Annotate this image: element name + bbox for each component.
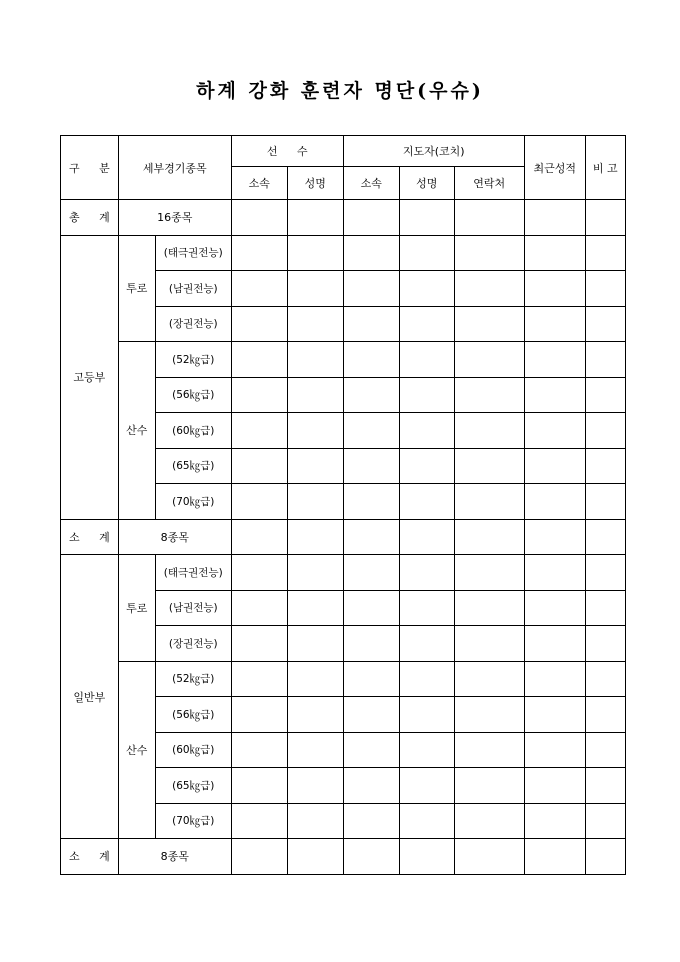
- empty-cell: [585, 803, 625, 839]
- empty-cell: [287, 271, 343, 307]
- empty-cell: [454, 555, 524, 591]
- empty-cell: [287, 448, 343, 484]
- empty-cell: [287, 519, 343, 555]
- empty-cell: [399, 484, 454, 520]
- empty-cell: [399, 803, 454, 839]
- empty-cell: [454, 235, 524, 271]
- empty-cell: [287, 413, 343, 449]
- event-cell: (56㎏급): [155, 697, 231, 733]
- empty-cell: [524, 306, 585, 342]
- subtotal-value: 8종목: [118, 839, 231, 875]
- event-cell: (70㎏급): [155, 803, 231, 839]
- empty-cell: [231, 626, 287, 662]
- subtotal-label: 소 계: [61, 839, 119, 875]
- empty-cell: [287, 342, 343, 378]
- empty-cell: [287, 235, 343, 271]
- empty-cell: [287, 590, 343, 626]
- empty-cell: [343, 342, 399, 378]
- table-row: [61, 235, 626, 271]
- empty-cell: [287, 484, 343, 520]
- empty-cell: [585, 839, 625, 875]
- empty-cell: [287, 555, 343, 591]
- empty-cell: [399, 342, 454, 378]
- total-row: [61, 200, 626, 236]
- event-cell: (장권전능): [155, 626, 231, 662]
- empty-cell: [454, 519, 524, 555]
- empty-cell: [231, 235, 287, 271]
- empty-cell: [585, 519, 625, 555]
- empty-cell: [399, 768, 454, 804]
- empty-cell: [399, 661, 454, 697]
- empty-cell: [343, 697, 399, 733]
- empty-cell: [454, 448, 524, 484]
- empty-cell: [343, 306, 399, 342]
- empty-cell: [231, 555, 287, 591]
- empty-cell: [454, 377, 524, 413]
- subtotal-label: 소 계: [61, 519, 119, 555]
- total-value: 16종목: [118, 200, 231, 236]
- empty-cell: [524, 839, 585, 875]
- empty-cell: [399, 271, 454, 307]
- empty-cell: [343, 732, 399, 768]
- empty-cell: [399, 626, 454, 662]
- empty-cell: [399, 732, 454, 768]
- empty-cell: [585, 235, 625, 271]
- empty-cell: [231, 448, 287, 484]
- header-event-detail: 세부경기종목: [118, 136, 231, 200]
- empty-cell: [524, 484, 585, 520]
- table-row: [61, 342, 626, 378]
- event-cell: (56㎏급): [155, 377, 231, 413]
- empty-cell: [399, 555, 454, 591]
- subtotal-row: [61, 519, 626, 555]
- empty-cell: [454, 306, 524, 342]
- table-row: [61, 661, 626, 697]
- empty-cell: [524, 235, 585, 271]
- empty-cell: [585, 200, 625, 236]
- empty-cell: [343, 484, 399, 520]
- empty-cell: [585, 768, 625, 804]
- empty-cell: [585, 732, 625, 768]
- event-cell: (태극권전능): [155, 235, 231, 271]
- empty-cell: [231, 590, 287, 626]
- empty-cell: [454, 626, 524, 662]
- empty-cell: [231, 484, 287, 520]
- empty-cell: [454, 413, 524, 449]
- empty-cell: [343, 448, 399, 484]
- empty-cell: [454, 590, 524, 626]
- empty-cell: [287, 661, 343, 697]
- empty-cell: [343, 839, 399, 875]
- empty-cell: [585, 448, 625, 484]
- empty-cell: [287, 803, 343, 839]
- general-taolu-label: 투로: [118, 555, 155, 662]
- header-name: 성명: [287, 167, 343, 200]
- empty-cell: [287, 768, 343, 804]
- empty-cell: [287, 377, 343, 413]
- empty-cell: [454, 768, 524, 804]
- event-cell: (60㎏급): [155, 413, 231, 449]
- empty-cell: [343, 803, 399, 839]
- empty-cell: [399, 590, 454, 626]
- empty-cell: [585, 626, 625, 662]
- empty-cell: [287, 732, 343, 768]
- empty-cell: [231, 377, 287, 413]
- empty-cell: [524, 555, 585, 591]
- empty-cell: [287, 839, 343, 875]
- event-cell: (52㎏급): [155, 342, 231, 378]
- empty-cell: [399, 519, 454, 555]
- header-coach-affiliation: 소속: [343, 167, 399, 200]
- empty-cell: [287, 626, 343, 662]
- empty-cell: [524, 590, 585, 626]
- empty-cell: [454, 200, 524, 236]
- training-roster-table: [60, 135, 626, 875]
- empty-cell: [585, 271, 625, 307]
- header-affiliation: 소속: [231, 167, 287, 200]
- general-label: 일반부: [61, 555, 119, 839]
- empty-cell: [524, 732, 585, 768]
- empty-cell: [343, 590, 399, 626]
- empty-cell: [454, 342, 524, 378]
- empty-cell: [524, 448, 585, 484]
- empty-cell: [585, 377, 625, 413]
- empty-cell: [524, 377, 585, 413]
- high-sanshou-label: 산수: [118, 342, 155, 520]
- empty-cell: [524, 803, 585, 839]
- empty-cell: [343, 413, 399, 449]
- empty-cell: [399, 448, 454, 484]
- empty-cell: [399, 377, 454, 413]
- empty-cell: [524, 200, 585, 236]
- empty-cell: [343, 519, 399, 555]
- empty-cell: [399, 839, 454, 875]
- empty-cell: [524, 342, 585, 378]
- header-remarks: 비 고: [585, 136, 625, 200]
- empty-cell: [343, 235, 399, 271]
- empty-cell: [524, 697, 585, 733]
- header-contact: 연락처: [454, 167, 524, 200]
- high-school-label: 고등부: [61, 235, 119, 519]
- header-category: 구 분: [61, 136, 119, 200]
- subtotal-row: [61, 839, 626, 875]
- header-coach: 지도자(코치): [343, 136, 524, 167]
- header-coach-name: 성명: [399, 167, 454, 200]
- total-label: 총 계: [61, 200, 119, 236]
- empty-cell: [231, 306, 287, 342]
- event-cell: (65㎏급): [155, 768, 231, 804]
- empty-cell: [399, 200, 454, 236]
- empty-cell: [343, 200, 399, 236]
- header-athlete: 선 수: [231, 136, 343, 167]
- empty-cell: [231, 768, 287, 804]
- empty-cell: [231, 342, 287, 378]
- empty-cell: [585, 484, 625, 520]
- empty-cell: [524, 661, 585, 697]
- empty-cell: [231, 697, 287, 733]
- empty-cell: [343, 377, 399, 413]
- empty-cell: [454, 271, 524, 307]
- empty-cell: [585, 661, 625, 697]
- general-sanshou-label: 산수: [118, 661, 155, 839]
- event-cell: (태극권전능): [155, 555, 231, 591]
- event-cell: (52㎏급): [155, 661, 231, 697]
- empty-cell: [524, 271, 585, 307]
- empty-cell: [585, 413, 625, 449]
- empty-cell: [399, 697, 454, 733]
- empty-cell: [287, 200, 343, 236]
- empty-cell: [399, 413, 454, 449]
- event-cell: (남권전능): [155, 590, 231, 626]
- event-cell: (장권전능): [155, 306, 231, 342]
- empty-cell: [585, 306, 625, 342]
- empty-cell: [231, 661, 287, 697]
- empty-cell: [454, 839, 524, 875]
- empty-cell: [454, 732, 524, 768]
- empty-cell: [231, 732, 287, 768]
- event-cell: (70㎏급): [155, 484, 231, 520]
- empty-cell: [585, 342, 625, 378]
- empty-cell: [231, 200, 287, 236]
- empty-cell: [343, 661, 399, 697]
- page-title: 하계 강화 훈련자 명단(우슈): [196, 80, 484, 102]
- empty-cell: [524, 626, 585, 662]
- empty-cell: [399, 306, 454, 342]
- empty-cell: [454, 803, 524, 839]
- empty-cell: [343, 626, 399, 662]
- event-cell: (남권전능): [155, 271, 231, 307]
- empty-cell: [231, 271, 287, 307]
- event-cell: (60㎏급): [155, 732, 231, 768]
- event-cell: (65㎏급): [155, 448, 231, 484]
- empty-cell: [343, 768, 399, 804]
- empty-cell: [524, 768, 585, 804]
- empty-cell: [343, 555, 399, 591]
- empty-cell: [454, 697, 524, 733]
- empty-cell: [454, 484, 524, 520]
- subtotal-value: 8종목: [118, 519, 231, 555]
- table-row: [61, 555, 626, 591]
- empty-cell: [287, 306, 343, 342]
- empty-cell: [585, 555, 625, 591]
- empty-cell: [585, 590, 625, 626]
- empty-cell: [231, 803, 287, 839]
- empty-cell: [524, 519, 585, 555]
- empty-cell: [231, 413, 287, 449]
- empty-cell: [231, 839, 287, 875]
- empty-cell: [343, 271, 399, 307]
- empty-cell: [454, 661, 524, 697]
- empty-cell: [524, 413, 585, 449]
- empty-cell: [399, 235, 454, 271]
- header-row-1: [61, 136, 626, 167]
- empty-cell: [585, 697, 625, 733]
- high-taolu-label: 투로: [118, 235, 155, 342]
- empty-cell: [287, 697, 343, 733]
- header-recent-result: 최근성적: [524, 136, 585, 200]
- empty-cell: [231, 519, 287, 555]
